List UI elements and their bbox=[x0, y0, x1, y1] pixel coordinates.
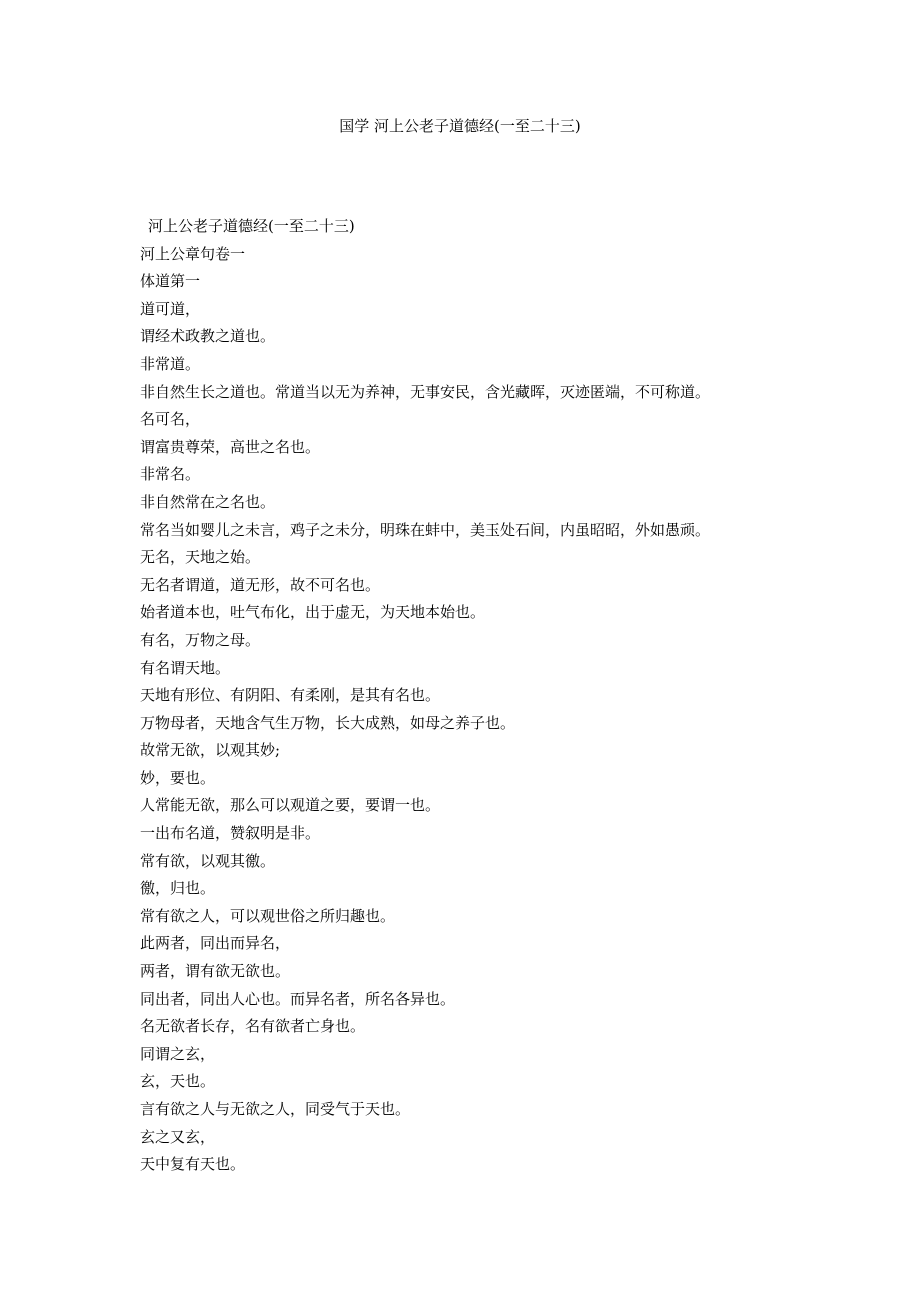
text-line: 同谓之玄， bbox=[140, 1044, 216, 1063]
text-line: 谓经术政教之道也。 bbox=[140, 327, 276, 346]
text-line: 体道第一 bbox=[140, 272, 201, 291]
text-line: 始者道本也，吐气布化，出于虚无，为天地本始也。 bbox=[140, 603, 486, 622]
text-line: 人常能无欲，那么可以观道之要，要谓一也。 bbox=[140, 796, 441, 815]
text-line: 有名谓天地。 bbox=[140, 658, 231, 677]
text-line: 非自然常在之名也。 bbox=[140, 492, 276, 511]
text-line: 徼，归也。 bbox=[140, 879, 216, 898]
text-line: 名无欲者长存，名有欲者亡身也。 bbox=[140, 1017, 366, 1036]
text-line: 河上公章句卷一 bbox=[140, 244, 246, 263]
document-body bbox=[140, 213, 840, 1179]
text-line: 无名，天地之始。 bbox=[140, 548, 261, 567]
text-line: 名可名， bbox=[140, 410, 201, 429]
text-line: 道可道， bbox=[140, 299, 201, 318]
text-line: 常有欲，以观其徼。 bbox=[140, 851, 276, 870]
page-title: 国学 河上公老子道德经(一至二十三) bbox=[339, 117, 581, 135]
text-line: 妙，要也。 bbox=[140, 768, 216, 787]
text-line: 故常无欲，以观其妙; bbox=[140, 741, 281, 760]
text-line: 玄之又玄， bbox=[140, 1127, 216, 1146]
text-line: 常名当如婴儿之未言，鸡子之未分，明珠在蚌中，美玉处石间，内虽昭昭，外如愚顽。 bbox=[140, 520, 711, 539]
text-line: 非常道。 bbox=[140, 354, 201, 373]
text-line: 两者，谓有欲无欲也。 bbox=[140, 962, 291, 981]
text-line: 非自然生长之道也。常道当以无为养神，无事安民，含光藏晖，灭迹匿端，不可称道。 bbox=[140, 382, 711, 401]
document-subtitle: 河上公老子道德经(一至二十三) bbox=[148, 217, 355, 235]
text-line: 言有欲之人与无欲之人，同受气于天也。 bbox=[140, 1100, 411, 1118]
text-line: 谓富贵尊荣，高世之名也。 bbox=[140, 437, 321, 456]
text-line: 此两者，同出而异名， bbox=[140, 934, 291, 953]
text-line: 天中复有天也。 bbox=[140, 1155, 246, 1174]
text-line: 万物母者，天地含气生万物，长大成熟，如母之养子也。 bbox=[140, 713, 516, 732]
text-line: 非常名。 bbox=[140, 465, 201, 484]
text-line: 常有欲之人，可以观世俗之所归趣也。 bbox=[140, 906, 396, 925]
text-line: 天地有形位、有阴阳、有柔刚，是其有名也。 bbox=[140, 686, 441, 705]
text-line: 同出者，同出人心也。而异名者，所名各异也。 bbox=[140, 989, 456, 1008]
text-line: 玄，天也。 bbox=[140, 1072, 216, 1091]
text-line: 无名者谓道，道无形，故不可名也。 bbox=[140, 575, 381, 594]
text-line: 一出布名道，赞叙明是非。 bbox=[140, 824, 321, 843]
text-line: 有名，万物之母。 bbox=[140, 630, 261, 649]
